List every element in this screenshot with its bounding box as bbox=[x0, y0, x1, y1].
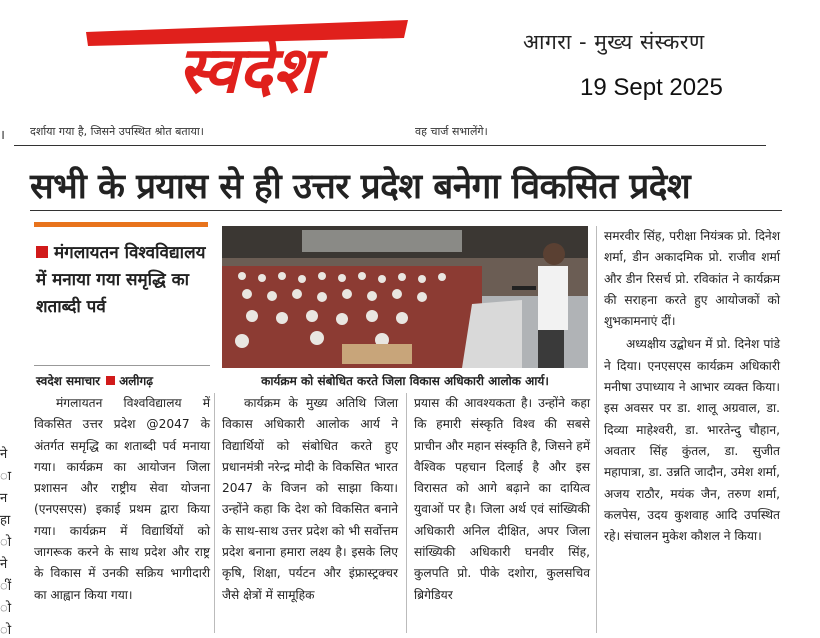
subhead-bullet bbox=[36, 246, 48, 258]
byline-source: स्वदेश समाचार bbox=[36, 374, 101, 388]
prev-article-fragment-left: दर्शाया गया है, जिसने उपस्थित श्रोत बताया। bbox=[30, 125, 204, 138]
edge-fragment: न bbox=[0, 491, 8, 506]
byline-separator bbox=[106, 376, 115, 385]
edge-fragment: हा bbox=[0, 513, 11, 528]
edge-fragment: । bbox=[0, 128, 5, 143]
edge-fragment: ीं bbox=[0, 579, 12, 594]
column-3-text: प्रयास की आवश्यकता है। उन्होंने कहा कि हमारी संस्कृति विश्व की सबसे प्राचीन और महान संस्कृति है, जिसने हमें वैश्विक पहचान दिलाई है और इस विरासत को आगे बढ़ाने का दायित्व युवाओं पर है। जिला अर्थ एवं सांख्यिकी अधिकारी अनिल दीक्षित, अपर जिला सांख्यिकी अधिकारी घनवीर सिंह, कुलपति प्रो. पीके दशोरा, कुलसचिव ब्रिगेडियर bbox=[414, 396, 590, 602]
article-photo bbox=[222, 226, 588, 368]
column-4-text-2: अध्यक्षीय उद्बोधन में प्रो. दिनेश पांडे ने दिया। एनएसएस कार्यक्रम अधिकारी मनीषा उपाध्याय ने आभार व्यक्त किया। इस अवसर पर डा. शालू अग्रवाल, डा. दिव्या माहेश्वरी, डा. भारतेन्दु चौहान, अवतार सिंह कुंतल, डा. सुजीत महापात्रा, डा. उन्नति जादौन, उमेश शर्मा, अजय राठौर, मयंक जैन, तरुण शर्मा, कलपेस, उदय कुशवाह आदि उपस्थित रहे। संचालन मुकेश कौशल ने किया। bbox=[604, 337, 780, 544]
column-divider bbox=[214, 393, 215, 633]
column-divider bbox=[406, 393, 407, 633]
subhead-text: मंगलायतन विश्वविद्यालय में मनाया गया समृद्धि का शताब्दी पर्व bbox=[36, 243, 206, 317]
edition-label: आगरा - मुख्य संस्करण bbox=[523, 30, 705, 54]
byline bbox=[36, 372, 210, 389]
article-column-1 bbox=[34, 393, 210, 606]
column-2-text: कार्यक्रम के मुख्य अतिथि जिला विकास अधिकारी आलोक आर्य ने विद्यार्थियों को संबोधित करते हुए प्रधानमंत्री नरेन्द्र मोदी के विकसित भारत 2047 के विजन को साझा किया। उन्होंने कहा कि देश को विकसित बनाने के साथ-साथ उत्तर प्रदेश को भी सर्वोत्तम प्रदेश बनाना हमारा लक्ष्य है। इसके लिए कृषि, शिक्षा, पर्यटन और इंफ्रास्ट्रक्चर जैसे क्षेत्रों में सामूहिक bbox=[222, 396, 398, 602]
byline-place: अलीगढ़ bbox=[119, 374, 154, 388]
article-subhead bbox=[36, 240, 212, 321]
article-headline: सभी के प्रयास से ही उत्तर प्रदेश बनेगा विकसित प्रदेश bbox=[30, 167, 691, 207]
column-divider bbox=[596, 226, 597, 633]
byline-rule bbox=[34, 365, 210, 366]
headline-divider bbox=[30, 210, 782, 211]
edge-fragment: ो bbox=[0, 623, 12, 638]
article-column-3 bbox=[414, 393, 590, 606]
svadesh-logo bbox=[82, 14, 412, 102]
logo-text: स्वदेश bbox=[178, 34, 316, 102]
photo-caption: कार्यक्रम को संबोधित करते जिला विकास अधिकारी आलोक आर्य। bbox=[261, 374, 549, 388]
edge-fragment: ा bbox=[0, 469, 12, 484]
top-divider bbox=[14, 145, 766, 146]
column-4-text-1: समरवीर सिंह, परीक्षा नियंत्रक प्रो. दिनेश शर्मा, डीन अकादमिक प्रो. राजीव शर्मा और डीन रिसर्च प्रो. रविकांत ने कार्यक्रम की सराहना करते हुए आयोजकों को शुभकामनाएं दीं। bbox=[604, 229, 780, 329]
subhead-accent-bar bbox=[34, 222, 208, 227]
article-column-2 bbox=[222, 393, 398, 606]
edition-date: 19 Sept 2025 bbox=[580, 74, 723, 101]
prev-article-fragment-right: वह चार्ज सभालेंगे। bbox=[415, 125, 488, 138]
edge-fragment: ने bbox=[0, 447, 8, 462]
masthead bbox=[0, 0, 820, 118]
edge-fragment: ो bbox=[0, 535, 12, 550]
article-column-4 bbox=[604, 226, 780, 547]
adjacent-article-edge bbox=[0, 128, 14, 638]
column-1-text: मंगलायतन विश्वविद्यालय में विकसित उत्तर प्रदेश @2047 के अंतर्गत समृद्धि का शताब्दी पर्व मनाया गया। कार्यक्रम का आयोजन जिला प्रशासन और राष्ट्रीय सेवा योजना (एनएसएस) इकाई प्रथम द्वारा किया गया। कार्यक्रम में विद्यार्थियों को जागरूक करने के साथ प्रदेश और राष्ट्र के विकास में उनकी सक्रिय भागीदारी का आह्वान किया गया। bbox=[34, 396, 210, 602]
edge-fragment: ो bbox=[0, 601, 12, 616]
edge-fragment: ने bbox=[0, 557, 8, 572]
